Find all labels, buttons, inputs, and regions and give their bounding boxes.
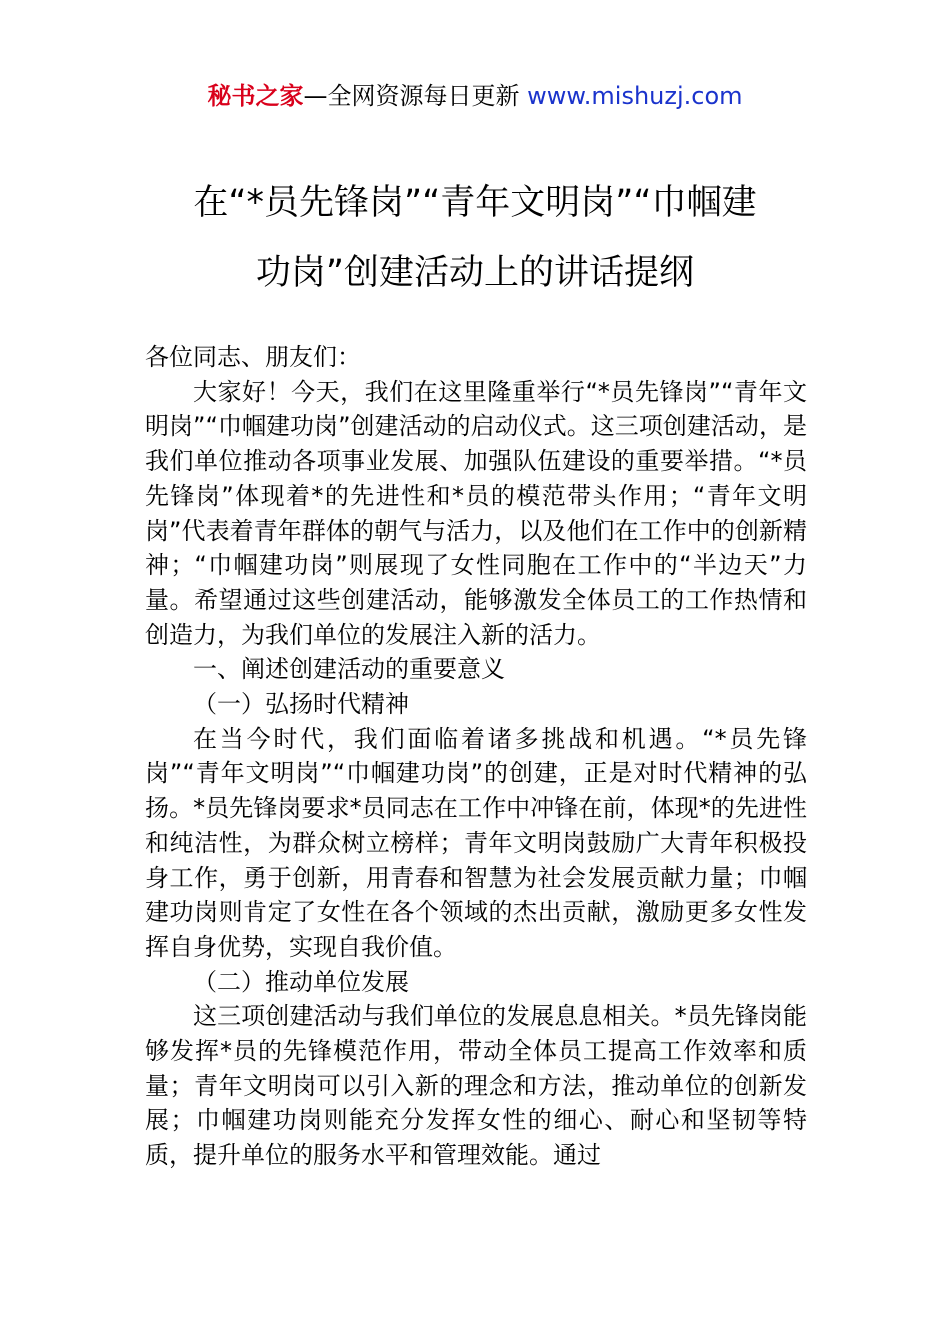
subsection-heading-2: （二）推动单位发展	[193, 967, 409, 996]
site-header	[0, 80, 950, 112]
document-body	[145, 340, 807, 1173]
salutation: 各位同志、朋友们：	[145, 343, 361, 371]
document-title	[140, 168, 810, 308]
site-url-link[interactable]: www.mishuzj.com	[527, 82, 743, 110]
site-brand: 秘书之家	[207, 82, 304, 110]
title-line-1: 在“*员先锋岗”“青年文明岗”“巾帼建	[193, 183, 757, 223]
subsection-heading-1: （一）弘扬时代精神	[193, 690, 409, 719]
title-line-2: 功岗”创建活动上的讲话提纲	[255, 253, 695, 293]
paragraph-unit-development: 这三项创建活动与我们单位的发展息息相关。*员先锋岗能够发挥*员的先锋模范作用，带动全体员工提高工作效率和质量；青年文明岗可以引入新的理念和方法，推动单位的创新发展；巾帼建功岗则能充分发挥女性的细心、耐心和坚韧等特质，提升单位的服务水平和管理效能。通过	[145, 1002, 807, 1170]
section-heading-1: 一、阐述创建活动的重要意义	[193, 655, 505, 684]
paragraph-intro: 大家好！今天，我们在这里隆重举行“*员先锋岗”“青年文明岗”“巾帼建功岗”创建活动的启动仪式。这三项创建活动，是我们单位推动各项事业发展、加强队伍建设的重要举措。“*员先锋岗”体现着*的先进性和*员的模范带头作用；“青年文明岗”代表着青年群体的朝气与活力，以及他们在工作中的创新精神；“巾帼建功岗”则展现了女性同胞在工作中的“半边天”力量。希望通过这些创建活动，能够激发全体员工的工作热情和创造力，为我们单位的发展注入新的活力。	[145, 377, 807, 649]
paragraph-era-spirit: 在当今时代，我们面临着诸多挑战和机遇。“*员先锋岗”“青年文明岗”“巾帼建功岗”的创建，正是对时代精神的弘扬。*员先锋岗要求*员同志在工作中冲锋在前，体现*的先进性和纯洁性，为群众树立榜样；青年文明岗鼓励广大青年积极投身工作，勇于创新，用青春和智慧为社会发展贡献力量；巾帼建功岗则肯定了女性在各个领域的杰出贡献，激励更多女性发挥自身优势，实现自我价值。	[145, 724, 807, 961]
site-slogan: —全网资源每日更新	[303, 82, 520, 110]
